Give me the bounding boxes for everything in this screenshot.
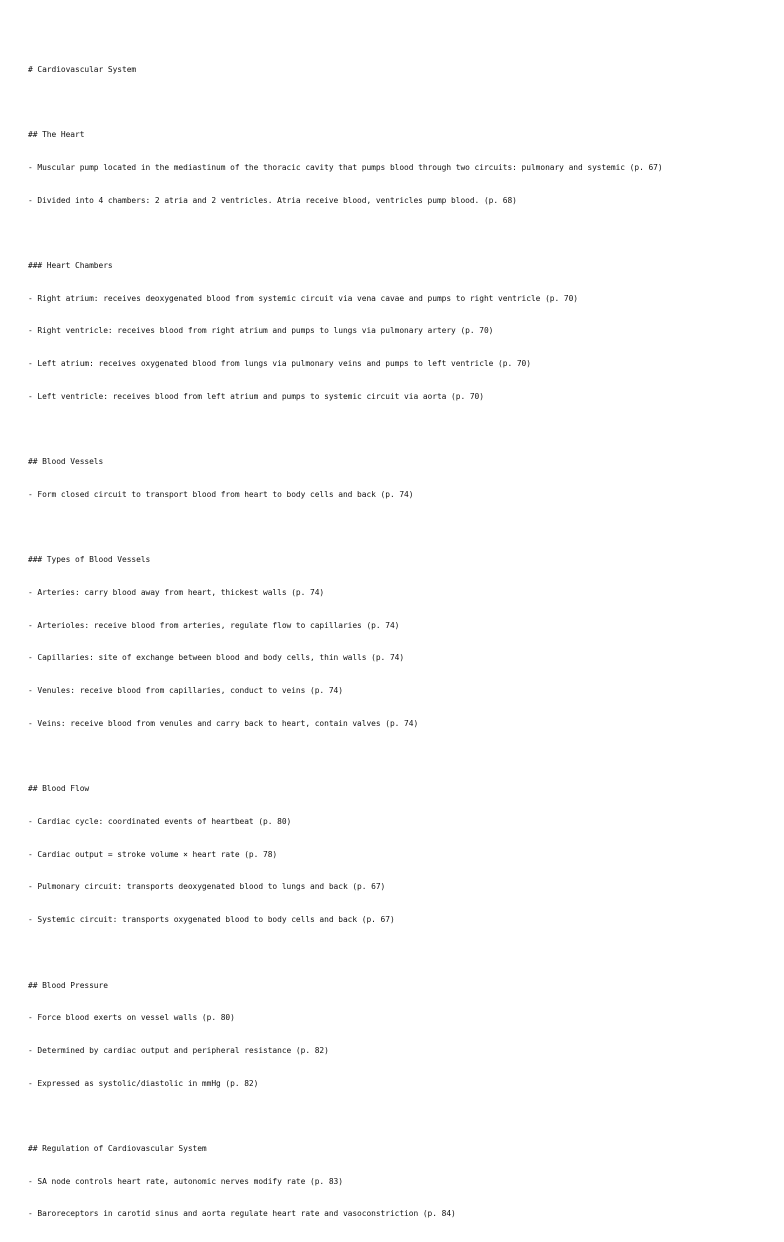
subsection-heading: ### Types of Blood Vessels bbox=[28, 555, 151, 565]
blank-line bbox=[28, 752, 778, 763]
list-item: - Form closed circuit to transport blood from heart to body cells and back (p. 74) bbox=[28, 489, 414, 499]
list-item: - Veins: receive blood from venules and carry back to heart, contain valves (p. 74) bbox=[28, 718, 419, 728]
list-item: - Venules: receive blood from capillaries, conduct to veins (p. 74) bbox=[28, 686, 343, 696]
section-heading: ## Blood Flow bbox=[28, 784, 90, 794]
section-heading: ## Blood Pressure bbox=[28, 980, 108, 990]
list-item: - Muscular pump located in the mediastinum of the thoracic cavity that pumps blood through two circuits: pulmonary and systemic (p. 67) bbox=[28, 162, 663, 172]
list-item: - Cardiac output = stroke volume × heart rate (p. 78) bbox=[28, 849, 278, 859]
section-heading: ## The Heart bbox=[28, 130, 85, 140]
list-item: - Cardiac cycle: coordinated events of heartbeat (p. 80) bbox=[28, 816, 292, 826]
list-item: - Arterioles: receive blood from arteries, regulate flow to capillaries (p. 74) bbox=[28, 620, 400, 630]
list-item: - Left ventricle: receives blood from left atrium and pumps to systemic circuit via aorta (p. 70) bbox=[28, 391, 484, 401]
list-item: - Capillaries: site of exchange between blood and body cells, thin walls (p. 74) bbox=[28, 653, 405, 663]
blank-line bbox=[28, 98, 778, 109]
markdown-document bbox=[28, 43, 778, 1242]
list-item: - Determined by cardiac output and peripheral resistance (p. 82) bbox=[28, 1045, 329, 1055]
blank-line bbox=[28, 1111, 778, 1122]
list-item: - Baroreceptors in carotid sinus and aorta regulate heart rate and vasoconstriction (p. 84) bbox=[28, 1209, 456, 1219]
list-item: - Divided into 4 chambers: 2 atria and 2 ventricles. Atria receive blood, ventricles pump blood. (p. 68) bbox=[28, 195, 517, 205]
list-item: - Right atrium: receives deoxygenated blood from systemic circuit via vena cavae and pumps to right ventricle (p. 70) bbox=[28, 293, 578, 303]
blank-line bbox=[28, 523, 778, 534]
list-item: - Pulmonary circuit: transports deoxygenated blood to lungs and back (p. 67) bbox=[28, 882, 386, 892]
list-item: - Force blood exerts on vessel walls (p. 80) bbox=[28, 1013, 235, 1023]
list-item: - Expressed as systolic/diastolic in mmHg (p. 82) bbox=[28, 1078, 259, 1088]
list-item: - Arteries: carry blood away from heart, thickest walls (p. 74) bbox=[28, 588, 325, 598]
blank-line bbox=[28, 228, 778, 239]
list-item: - Systemic circuit: transports oxygenated blood to body cells and back (p. 67) bbox=[28, 915, 395, 925]
blank-line bbox=[28, 425, 778, 436]
list-item: - SA node controls heart rate, autonomic nerves modify rate (p. 83) bbox=[28, 1176, 343, 1186]
section-heading: ## Blood Vessels bbox=[28, 457, 104, 467]
subsection-heading: ### Heart Chambers bbox=[28, 261, 113, 271]
section-heading: ## Regulation of Cardiovascular System bbox=[28, 1144, 207, 1154]
blank-line bbox=[28, 948, 778, 959]
document-title: # Cardiovascular System bbox=[28, 64, 137, 74]
list-item: - Left atrium: receives oxygenated blood from lungs via pulmonary veins and pumps to left ventricle (p. 70) bbox=[28, 359, 531, 369]
list-item: - Right ventricle: receives blood from right atrium and pumps to lungs via pulmonary artery (p. 70) bbox=[28, 326, 494, 336]
